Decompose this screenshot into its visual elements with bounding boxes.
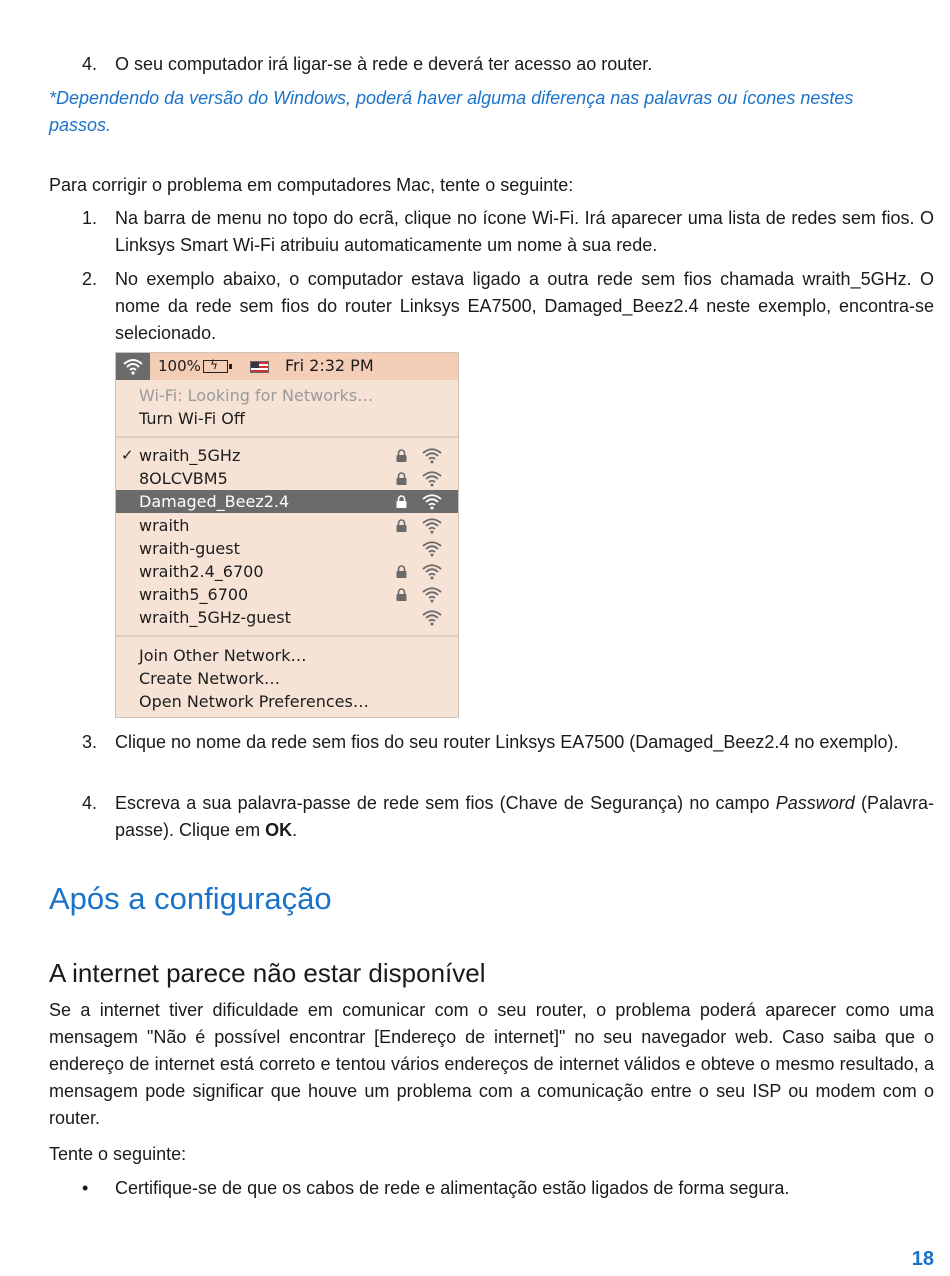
ok-label: OK: [265, 820, 293, 840]
network-item[interactable]: [116, 467, 458, 490]
us-flag-icon: [250, 361, 269, 373]
wifi-signal-icon: [421, 586, 443, 603]
lock-icon: [396, 519, 407, 532]
list-text: Na barra de menu no topo do ecrã, clique no ícone Wi-Fi. Irá aparecer uma lista de redes sem fios. O Linksys Smart Wi-Fi atribuiu automaticamente um nome à sua rede.: [115, 208, 934, 255]
list-item: [49, 266, 934, 347]
wifi-signal-icon: [421, 540, 443, 557]
mac-intro: Para corrigir o problema em computadores Mac, tente o seguinte:: [49, 175, 574, 195]
open-network-preferences-item[interactable]: Open Network Preferences…: [139, 692, 369, 711]
battery-percent: 100%: [158, 357, 201, 375]
network-item[interactable]: [116, 444, 458, 467]
network-name: wraith-guest: [139, 538, 240, 558]
checkmark-icon: ✓: [121, 446, 134, 464]
subsection-heading: A internet parece não estar disponível: [49, 958, 486, 988]
note-line-2: passos.: [49, 115, 112, 135]
list-item: [49, 790, 934, 844]
menu-separator: [116, 635, 458, 637]
network-name: wraith_5GHz: [139, 446, 241, 465]
list-text: O seu computador irá ligar-se à rede e deverá ter acesso ao router.: [115, 54, 653, 74]
wifi-signal-icon: [421, 447, 443, 464]
list-item: [49, 205, 934, 259]
network-item[interactable]: [116, 490, 458, 513]
password-field-name: Password: [775, 793, 855, 813]
lock-icon: [396, 565, 407, 578]
network-name: wraith: [139, 515, 190, 535]
page-number: 18: [911, 1248, 934, 1270]
turn-wifi-off-item[interactable]: Turn Wi-Fi Off: [139, 409, 245, 428]
windows-note: [49, 85, 934, 139]
text-part: .: [292, 820, 298, 840]
list-number: 1.: [82, 208, 98, 228]
section-heading: Após a configuração: [49, 881, 332, 916]
try-text: Tente o seguinte:: [49, 1144, 187, 1164]
network-item[interactable]: [116, 560, 458, 583]
list-number: 3.: [82, 732, 98, 752]
list-text: No exemplo abaixo, o computador estava ligado a outra rede sem fios chamada wraith_5GHz. O nome da rede sem fios do router Linksys EA7500, Damaged_Beez2.4 neste exemplo, encontra-se selecionado.: [115, 269, 934, 343]
lock-icon: [396, 495, 407, 508]
bullet-symbol: •: [82, 1178, 89, 1198]
create-network-item[interactable]: Create Network…: [139, 669, 281, 688]
menubar-clock: Fri 2:32 PM: [285, 356, 374, 375]
list-text: [115, 790, 934, 844]
wifi-signal-icon: [421, 493, 443, 510]
battery-icon: ϟ: [203, 360, 228, 373]
list-number: 2.: [82, 269, 98, 289]
network-item[interactable]: [116, 606, 458, 629]
network-name: 8OLCVBM5: [139, 469, 228, 489]
wifi-signal-icon: [421, 563, 443, 580]
network-item[interactable]: [116, 537, 458, 560]
list-number: 4.: [82, 793, 98, 813]
menu-separator: [116, 436, 458, 438]
network-name: Damaged_Beez2.4: [139, 492, 290, 512]
wifi-status: Wi-Fi: Looking for Networks…: [139, 386, 374, 405]
text-part: (Palavra-passe). Clique em: [115, 793, 934, 840]
network-name: wraith_5GHz-guest: [139, 608, 291, 628]
mac-menubar: [116, 353, 458, 380]
wifi-menu-screenshot: [115, 352, 459, 718]
lock-icon: [396, 588, 407, 601]
lock-icon: [396, 449, 407, 462]
text-part: Escreva a sua palavra-passe de rede sem fios (Chave de Segurança) no campo: [115, 793, 776, 813]
body-paragraph: Se a internet tiver dificuldade em comunicar com o seu router, o problema poderá aparecer como uma mensagem "Não é possível encontrar [Endereço de internet]" no seu navegador web. Caso saiba que o endereço de internet está correto e tentou vários endereços de internet válidos e obteve o mesmo resultado, a mensagem pode significar que houve um problema com a comunicação entre o seu ISP ou modem com o router.: [49, 1000, 934, 1128]
join-other-network-item[interactable]: Join Other Network…: [139, 646, 307, 665]
bullet-text: Certifique-se de que os cabos de rede e alimentação estão ligados de forma segura.: [115, 1178, 790, 1198]
bullet-item: [49, 1175, 934, 1202]
network-name: wraith2.4_6700: [139, 562, 264, 581]
list-text: Clique no nome da rede sem fios do seu router Linksys EA7500 (Damaged_Beez2.4 no exemplo).: [115, 732, 899, 752]
wifi-signal-icon: [421, 609, 443, 626]
list-item: [49, 729, 934, 756]
network-item[interactable]: [116, 514, 458, 537]
wifi-signal-icon: [421, 470, 443, 487]
wifi-signal-icon: [421, 517, 443, 534]
list-number: 4.: [82, 54, 98, 74]
network-item[interactable]: [116, 583, 458, 606]
wifi-menubar-icon[interactable]: [116, 353, 150, 380]
note-line-1: *Dependendo da versão do Windows, poderá haver alguma diferença nas palavras ou ícones nestes: [49, 88, 854, 108]
lock-icon: [396, 472, 407, 485]
list-item: [49, 51, 934, 78]
network-name: wraith5_6700: [139, 585, 249, 605]
